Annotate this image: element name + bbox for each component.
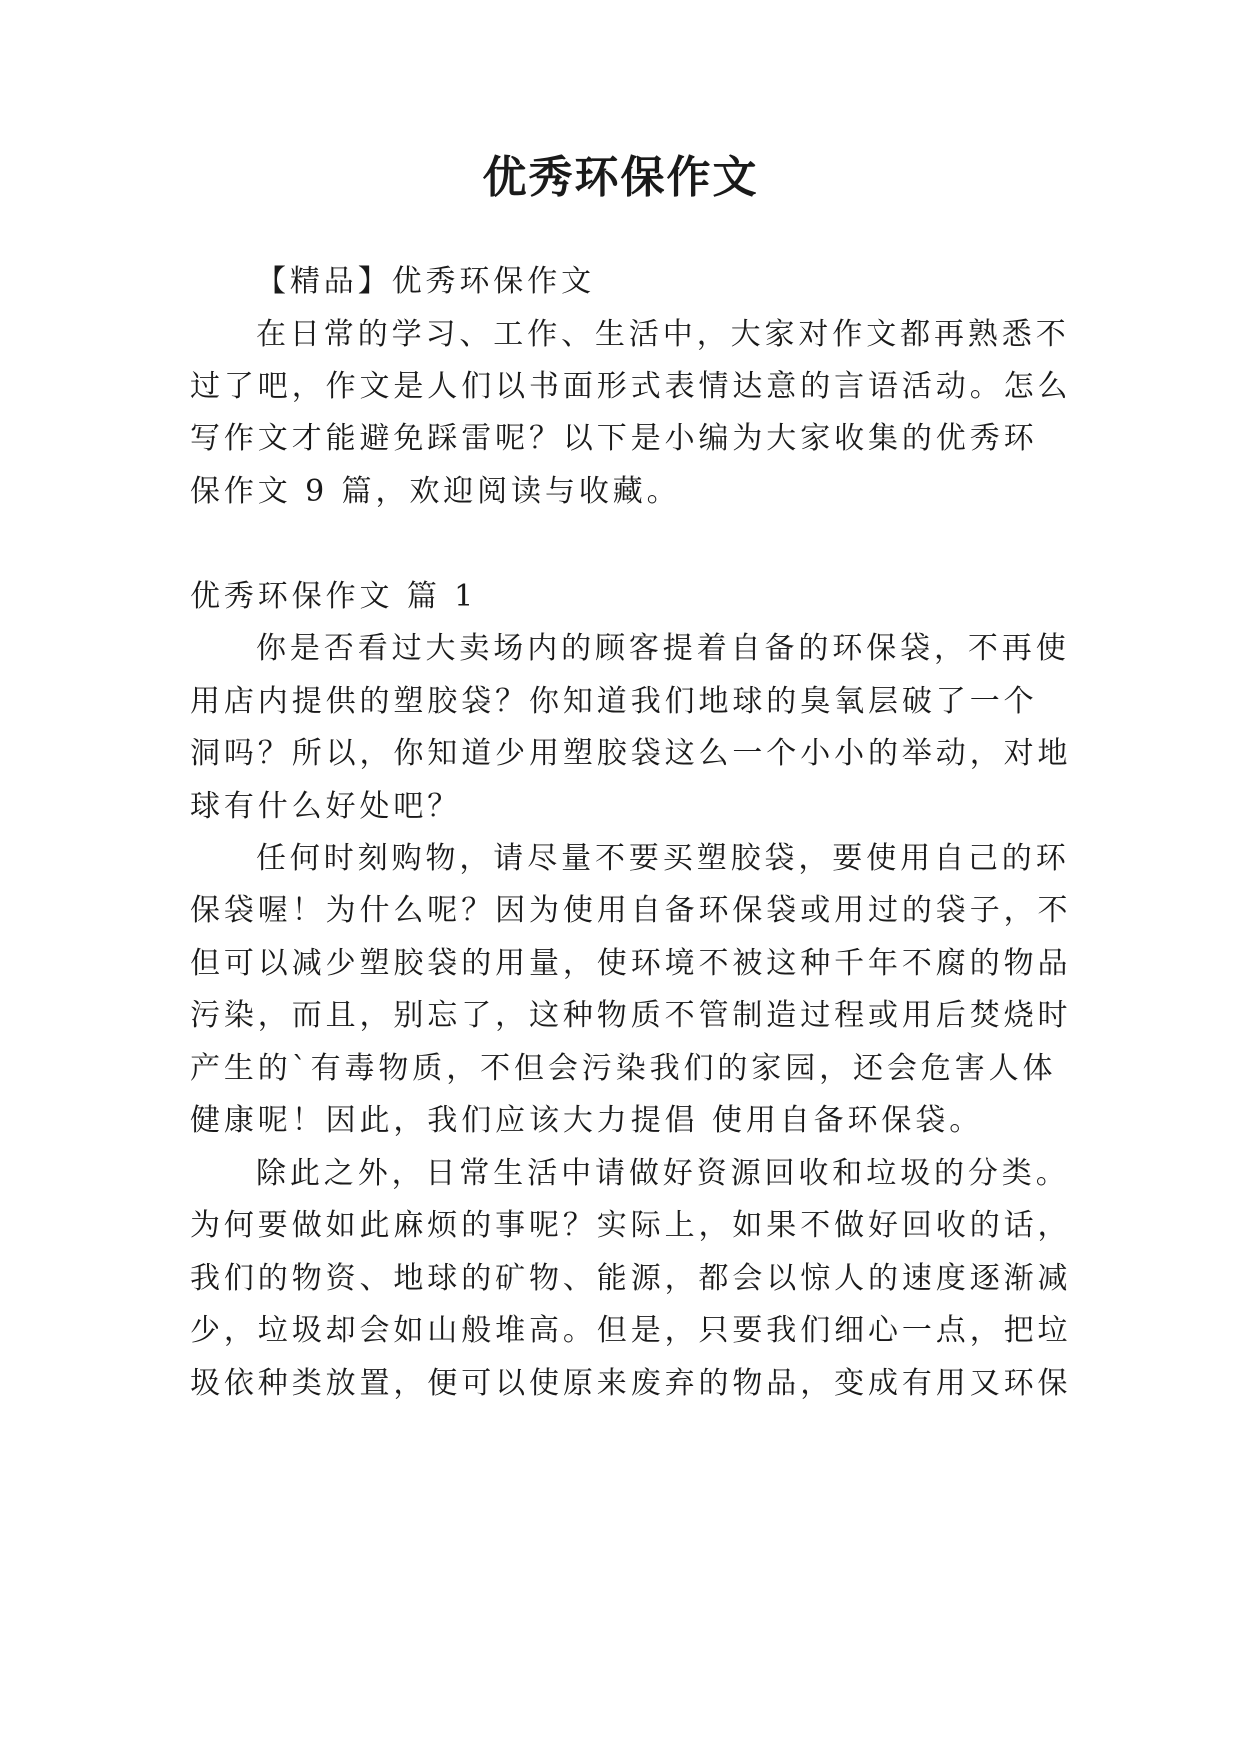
paragraph-1-line-2: 用店内提供的塑胶袋？你知道我们地球的臭氧层破了一个 (190, 684, 1038, 719)
paragraph-3-line-1: 除此之外，日常生活中请做好资源回收和垃圾的分类。 (256, 1156, 1070, 1191)
paragraph-2-line-4: 污染，而且，别忘了，这种物质不管制造过程或用后焚烧时 (190, 998, 1072, 1033)
intro-line-2: 过了吧，作文是人们以书面形式表情达意的言语活动。怎么 (190, 369, 1072, 404)
paragraph-2-line-1: 任何时刻购物，请尽量不要买塑胶袋，要使用自己的环 (256, 841, 1070, 876)
paragraph-1-line-1: 你是否看过大卖场内的顾客提着自备的环保袋，不再使 (256, 631, 1070, 666)
intro-line-1: 在日常的学习、工作、生活中，大家对作文都再熟悉不 (256, 317, 1070, 352)
section-heading: 优秀环保作文 篇 1 (190, 579, 478, 614)
paragraph-2-line-6: 健康呢！因此，我们应该大力提倡 使用自备环保袋。 (190, 1103, 984, 1138)
paragraph-2-line-3: 但可以减少塑胶袋的用量，使环境不被这种千年不腐的物品 (190, 946, 1072, 981)
intro-line-4: 保作文 9 篇，欢迎阅读与收藏。 (190, 474, 681, 509)
paragraph-2-line-5: 产生的`有毒物质，不但会污染我们的家园，还会危害人体 (190, 1051, 1057, 1086)
intro-line-3: 写作文才能避免踩雷呢？以下是小编为大家收集的优秀环 (190, 421, 1038, 456)
paragraph-3-line-2: 为何要做如此麻烦的事呢？实际上，如果不做好回收的话， (190, 1208, 1072, 1243)
document-title: 优秀环保作文 (482, 152, 759, 203)
paragraph-1-line-4: 球有什么好处吧？ (190, 789, 462, 824)
paragraph-2-line-2: 保袋喔！为什么呢？因为使用自备环保袋或用过的袋子，不 (190, 893, 1072, 928)
paragraph-1-line-3: 洞吗？所以，你知道少用塑胶袋这么一个小小的举动，对地 (190, 736, 1072, 771)
paragraph-3-line-5: 圾依种类放置，便可以使原来废弃的物品，变成有用又环保 (190, 1366, 1072, 1401)
intro-heading: 【精品】优秀环保作文 (256, 264, 595, 299)
paragraph-3-line-3: 我们的物资、地球的矿物、能源，都会以惊人的速度逐渐减 (190, 1261, 1072, 1296)
paragraph-3-line-4: 少，垃圾却会如山般堆高。但是，只要我们细心一点，把垃 (190, 1313, 1072, 1348)
